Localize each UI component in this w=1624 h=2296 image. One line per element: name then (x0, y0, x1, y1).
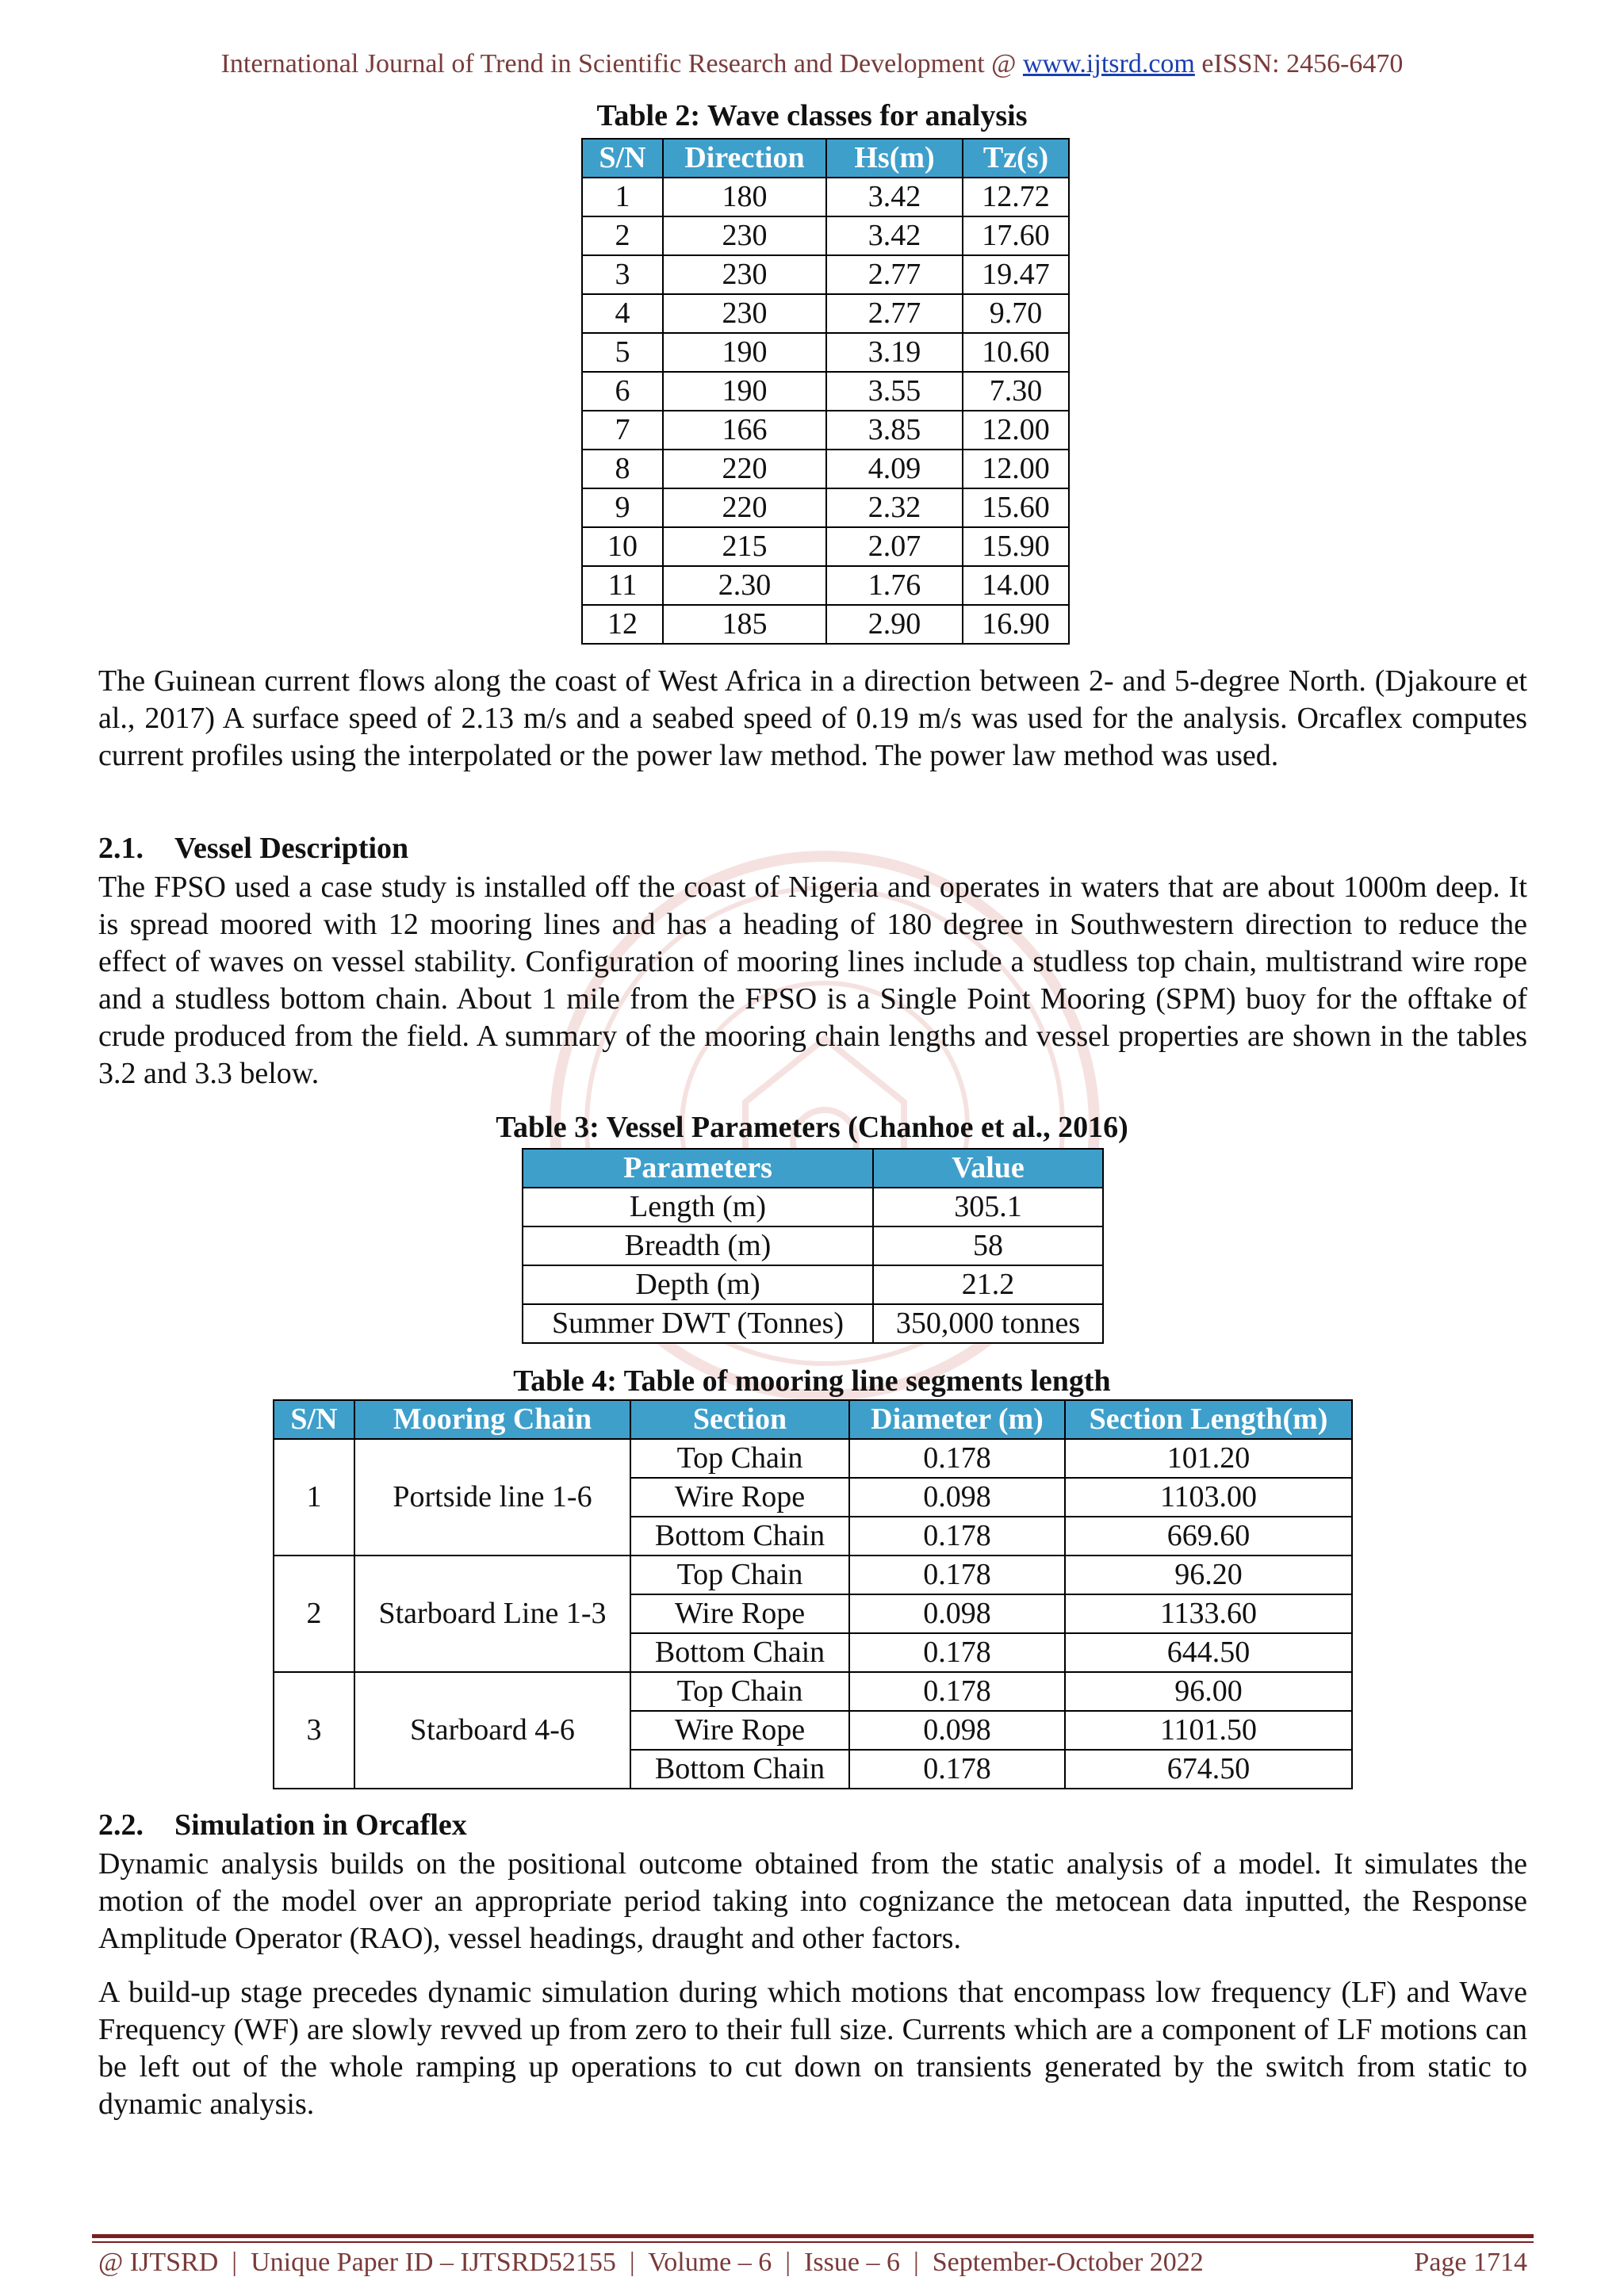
column-header: S/N (582, 139, 663, 178)
column-header: Mooring Chain (354, 1400, 630, 1439)
table-cell: 1 (582, 178, 663, 216)
table-cell: 3.55 (826, 372, 963, 411)
table-cell: 10.60 (963, 333, 1069, 372)
table-cell: 96.20 (1065, 1556, 1352, 1594)
table2-caption: Table 2: Wave classes for analysis (596, 99, 1028, 132)
table-cell: 674.50 (1065, 1750, 1352, 1789)
table-row (582, 527, 1069, 566)
table-cell: 0.178 (849, 1517, 1065, 1556)
table-cell: 2.77 (826, 255, 963, 294)
simulation-paragraph-2: A build-up stage precedes dynamic simulation during which motions that encompass low frequency (LF) and Wave Frequency (WF) are slowly revved up from zero to their full size. Currents which are a component of LF motions can be left out of the whole ramping up operations to cut down on transients generated by the switch from static to dynamic analysis. (98, 1976, 1527, 2121)
table-row (274, 1556, 1352, 1594)
section-2-1-heading (98, 831, 408, 866)
table-row (523, 1304, 1103, 1343)
table-cell: Breadth (m) (523, 1226, 873, 1265)
table-cell: 190 (663, 333, 826, 372)
table-cell: 8 (582, 450, 663, 488)
page-number: Page 1714 (1414, 2248, 1527, 2277)
table-row (582, 488, 1069, 527)
table-cell: 4 (582, 294, 663, 333)
section-2-2-heading (98, 1808, 467, 1843)
mooring-segments-table (273, 1399, 1353, 1789)
table-cell: 0.178 (849, 1672, 1065, 1711)
table-cell: 166 (663, 411, 826, 450)
table-cell: Top Chain (630, 1672, 849, 1711)
table-cell: 644.50 (1065, 1633, 1352, 1672)
section-number: 2.2. (98, 1808, 144, 1842)
table-cell: Summer DWT (Tonnes) (523, 1304, 873, 1343)
vessel-parameters-table (522, 1148, 1104, 1344)
journal-issn: eISSN: 2456-6470 (1194, 49, 1404, 78)
table-cell: 3 (582, 255, 663, 294)
footer-rule-thin (92, 2241, 1534, 2243)
section-number: 2.1. (98, 832, 144, 865)
section-title: Vessel Description (174, 832, 409, 865)
table-cell: 0.178 (849, 1633, 1065, 1672)
table-cell: 1.76 (826, 566, 963, 605)
table-cell: 3.19 (826, 333, 963, 372)
table-cell: 14.00 (963, 566, 1069, 605)
table-row (523, 1226, 1103, 1265)
table-cell: 0.098 (849, 1711, 1065, 1750)
sn-cell: 3 (274, 1672, 354, 1789)
table-cell: 0.178 (849, 1439, 1065, 1478)
table-cell: 15.90 (963, 527, 1069, 566)
column-header: Section (630, 1400, 849, 1439)
table-cell: 0.098 (849, 1478, 1065, 1517)
table-row (274, 1672, 1352, 1711)
mooring-chain-cell: Portside line 1-6 (354, 1439, 630, 1556)
table-cell: 16.90 (963, 605, 1069, 644)
table-row (582, 333, 1069, 372)
table-row (582, 566, 1069, 605)
mooring-chain-cell: Starboard 4-6 (354, 1672, 630, 1789)
column-header: Diameter (m) (849, 1400, 1065, 1439)
table-cell: 2.30 (663, 566, 826, 605)
section-title: Simulation in Orcaflex (174, 1808, 467, 1842)
table-cell: Bottom Chain (630, 1517, 849, 1556)
table-cell: 2.32 (826, 488, 963, 527)
table-row (523, 1188, 1103, 1226)
table-cell: 2.07 (826, 527, 963, 566)
table-cell: 3.42 (826, 216, 963, 255)
table-cell: Top Chain (630, 1556, 849, 1594)
table-cell: 15.60 (963, 488, 1069, 527)
table-cell: Length (m) (523, 1188, 873, 1226)
table-cell: 180 (663, 178, 826, 216)
table-cell: 220 (663, 488, 826, 527)
table-row (582, 450, 1069, 488)
column-header: Value (873, 1149, 1103, 1188)
mooring-chain-cell: Starboard Line 1-3 (354, 1556, 630, 1672)
current-paragraph: The Guinean current flows along the coast of West Africa in a direction between 2- and 5-degree North. (Djakoure et al., 2017) A surface speed of 2.13 m/s and a seabed speed of 0.19 m/s was used for the analysis. Orcaflex computes current profiles using the interpolated or the power law method. The power law method was used. (98, 664, 1527, 772)
table-cell: 10 (582, 527, 663, 566)
table-cell: 6 (582, 372, 663, 411)
table-cell: 0.178 (849, 1556, 1065, 1594)
table-cell: 2 (582, 216, 663, 255)
table-cell: 215 (663, 527, 826, 566)
table-cell: 190 (663, 372, 826, 411)
table3-caption: Table 3: Vessel Parameters (Chanhoe et al., 2016) (496, 1111, 1128, 1144)
table-cell: Top Chain (630, 1439, 849, 1478)
page-footer (98, 2248, 1527, 2278)
column-header: S/N (274, 1400, 354, 1439)
column-header: Section Length(m) (1065, 1400, 1352, 1439)
table-cell: 17.60 (963, 216, 1069, 255)
table-cell: 0.178 (849, 1750, 1065, 1789)
table-cell: Wire Rope (630, 1478, 849, 1517)
table-cell: 12 (582, 605, 663, 644)
footer-info: @ IJTSRD | Unique Paper ID – IJTSRD52155 | Volume – 6 | Issue – 6 | September-October 2022 (98, 2248, 1204, 2277)
table-cell: 1133.60 (1065, 1594, 1352, 1633)
table-row (582, 411, 1069, 450)
table-cell: 1103.00 (1065, 1478, 1352, 1517)
table-cell: 230 (663, 216, 826, 255)
column-header: Hs(m) (826, 139, 963, 178)
journal-name: International Journal of Trend in Scientific Research and Development @ (220, 49, 1023, 78)
table-cell: 7 (582, 411, 663, 450)
table-cell: 230 (663, 294, 826, 333)
table-cell: Bottom Chain (630, 1633, 849, 1672)
table-cell: 2.90 (826, 605, 963, 644)
table-row (582, 294, 1069, 333)
table-cell: Wire Rope (630, 1711, 849, 1750)
table-cell: 9 (582, 488, 663, 527)
running-header (0, 49, 1624, 79)
table-cell: 3.42 (826, 178, 963, 216)
sn-cell: 1 (274, 1439, 354, 1556)
table-cell: 4.09 (826, 450, 963, 488)
table-cell: Bottom Chain (630, 1750, 849, 1789)
table-cell: 185 (663, 605, 826, 644)
footer-rule-thick (92, 2234, 1534, 2238)
table-cell: 9.70 (963, 294, 1069, 333)
column-header: Direction (663, 139, 826, 178)
table-cell: 3.85 (826, 411, 963, 450)
table-cell: 5 (582, 333, 663, 372)
table-cell: 305.1 (873, 1188, 1103, 1226)
table-cell: 669.60 (1065, 1517, 1352, 1556)
table-cell: 12.00 (963, 411, 1069, 450)
column-header: Tz(s) (963, 139, 1069, 178)
table-row (582, 605, 1069, 644)
table-cell: 7.30 (963, 372, 1069, 411)
sn-cell: 2 (274, 1556, 354, 1672)
table-cell: 19.47 (963, 255, 1069, 294)
table-cell: 220 (663, 450, 826, 488)
table-cell: Wire Rope (630, 1594, 849, 1633)
wave-classes-table (581, 138, 1070, 645)
table-cell: Depth (m) (523, 1265, 873, 1304)
table-cell: 96.00 (1065, 1672, 1352, 1711)
table-cell: 230 (663, 255, 826, 294)
vessel-description-paragraph: The FPSO used a case study is installed off the coast of Nigeria and operates in waters that are about 1000m deep. It is spread moored with 12 mooring lines and has a heading of 180 degree in Southwestern direction to reduce the effect of waves on vessel stability. Configuration of mooring lines include a studless top chain, multistrand wire rope and a studless bottom chain. About 1 mile from the FPSO is a Single Point Mooring (SPM) buoy for the offtake of crude produced from the field. A summary of the mooring chain lengths and vessel properties are shown in the tables 3.2 and 3.3 below. (98, 871, 1527, 1090)
table-cell: 58 (873, 1226, 1103, 1265)
column-header: Parameters (523, 1149, 873, 1188)
table-cell: 21.2 (873, 1265, 1103, 1304)
table-cell: 0.098 (849, 1594, 1065, 1633)
table-cell: 11 (582, 566, 663, 605)
table-row (582, 178, 1069, 216)
table-row (582, 372, 1069, 411)
table-row (274, 1439, 1352, 1478)
table-cell: 350,000 tonnes (873, 1304, 1103, 1343)
table-cell: 1101.50 (1065, 1711, 1352, 1750)
table-row (582, 216, 1069, 255)
table4-caption: Table 4: Table of mooring line segments length (513, 1364, 1111, 1398)
table-cell: 12.72 (963, 178, 1069, 216)
table-cell: 12.00 (963, 450, 1069, 488)
table-row (582, 255, 1069, 294)
table-cell: 2.77 (826, 294, 963, 333)
table-cell: 101.20 (1065, 1439, 1352, 1478)
journal-url-link[interactable]: www.ijtsrd.com (1022, 49, 1195, 78)
simulation-paragraph-1: Dynamic analysis builds on the positional outcome obtained from the static analysis of a model. It simulates the motion of the model over an appropriate period taking into cognizance the metocean data inputted, the Response Amplitude Operator (RAO), vessel headings, draught and other factors. (98, 1847, 1527, 1955)
table-row (523, 1265, 1103, 1304)
